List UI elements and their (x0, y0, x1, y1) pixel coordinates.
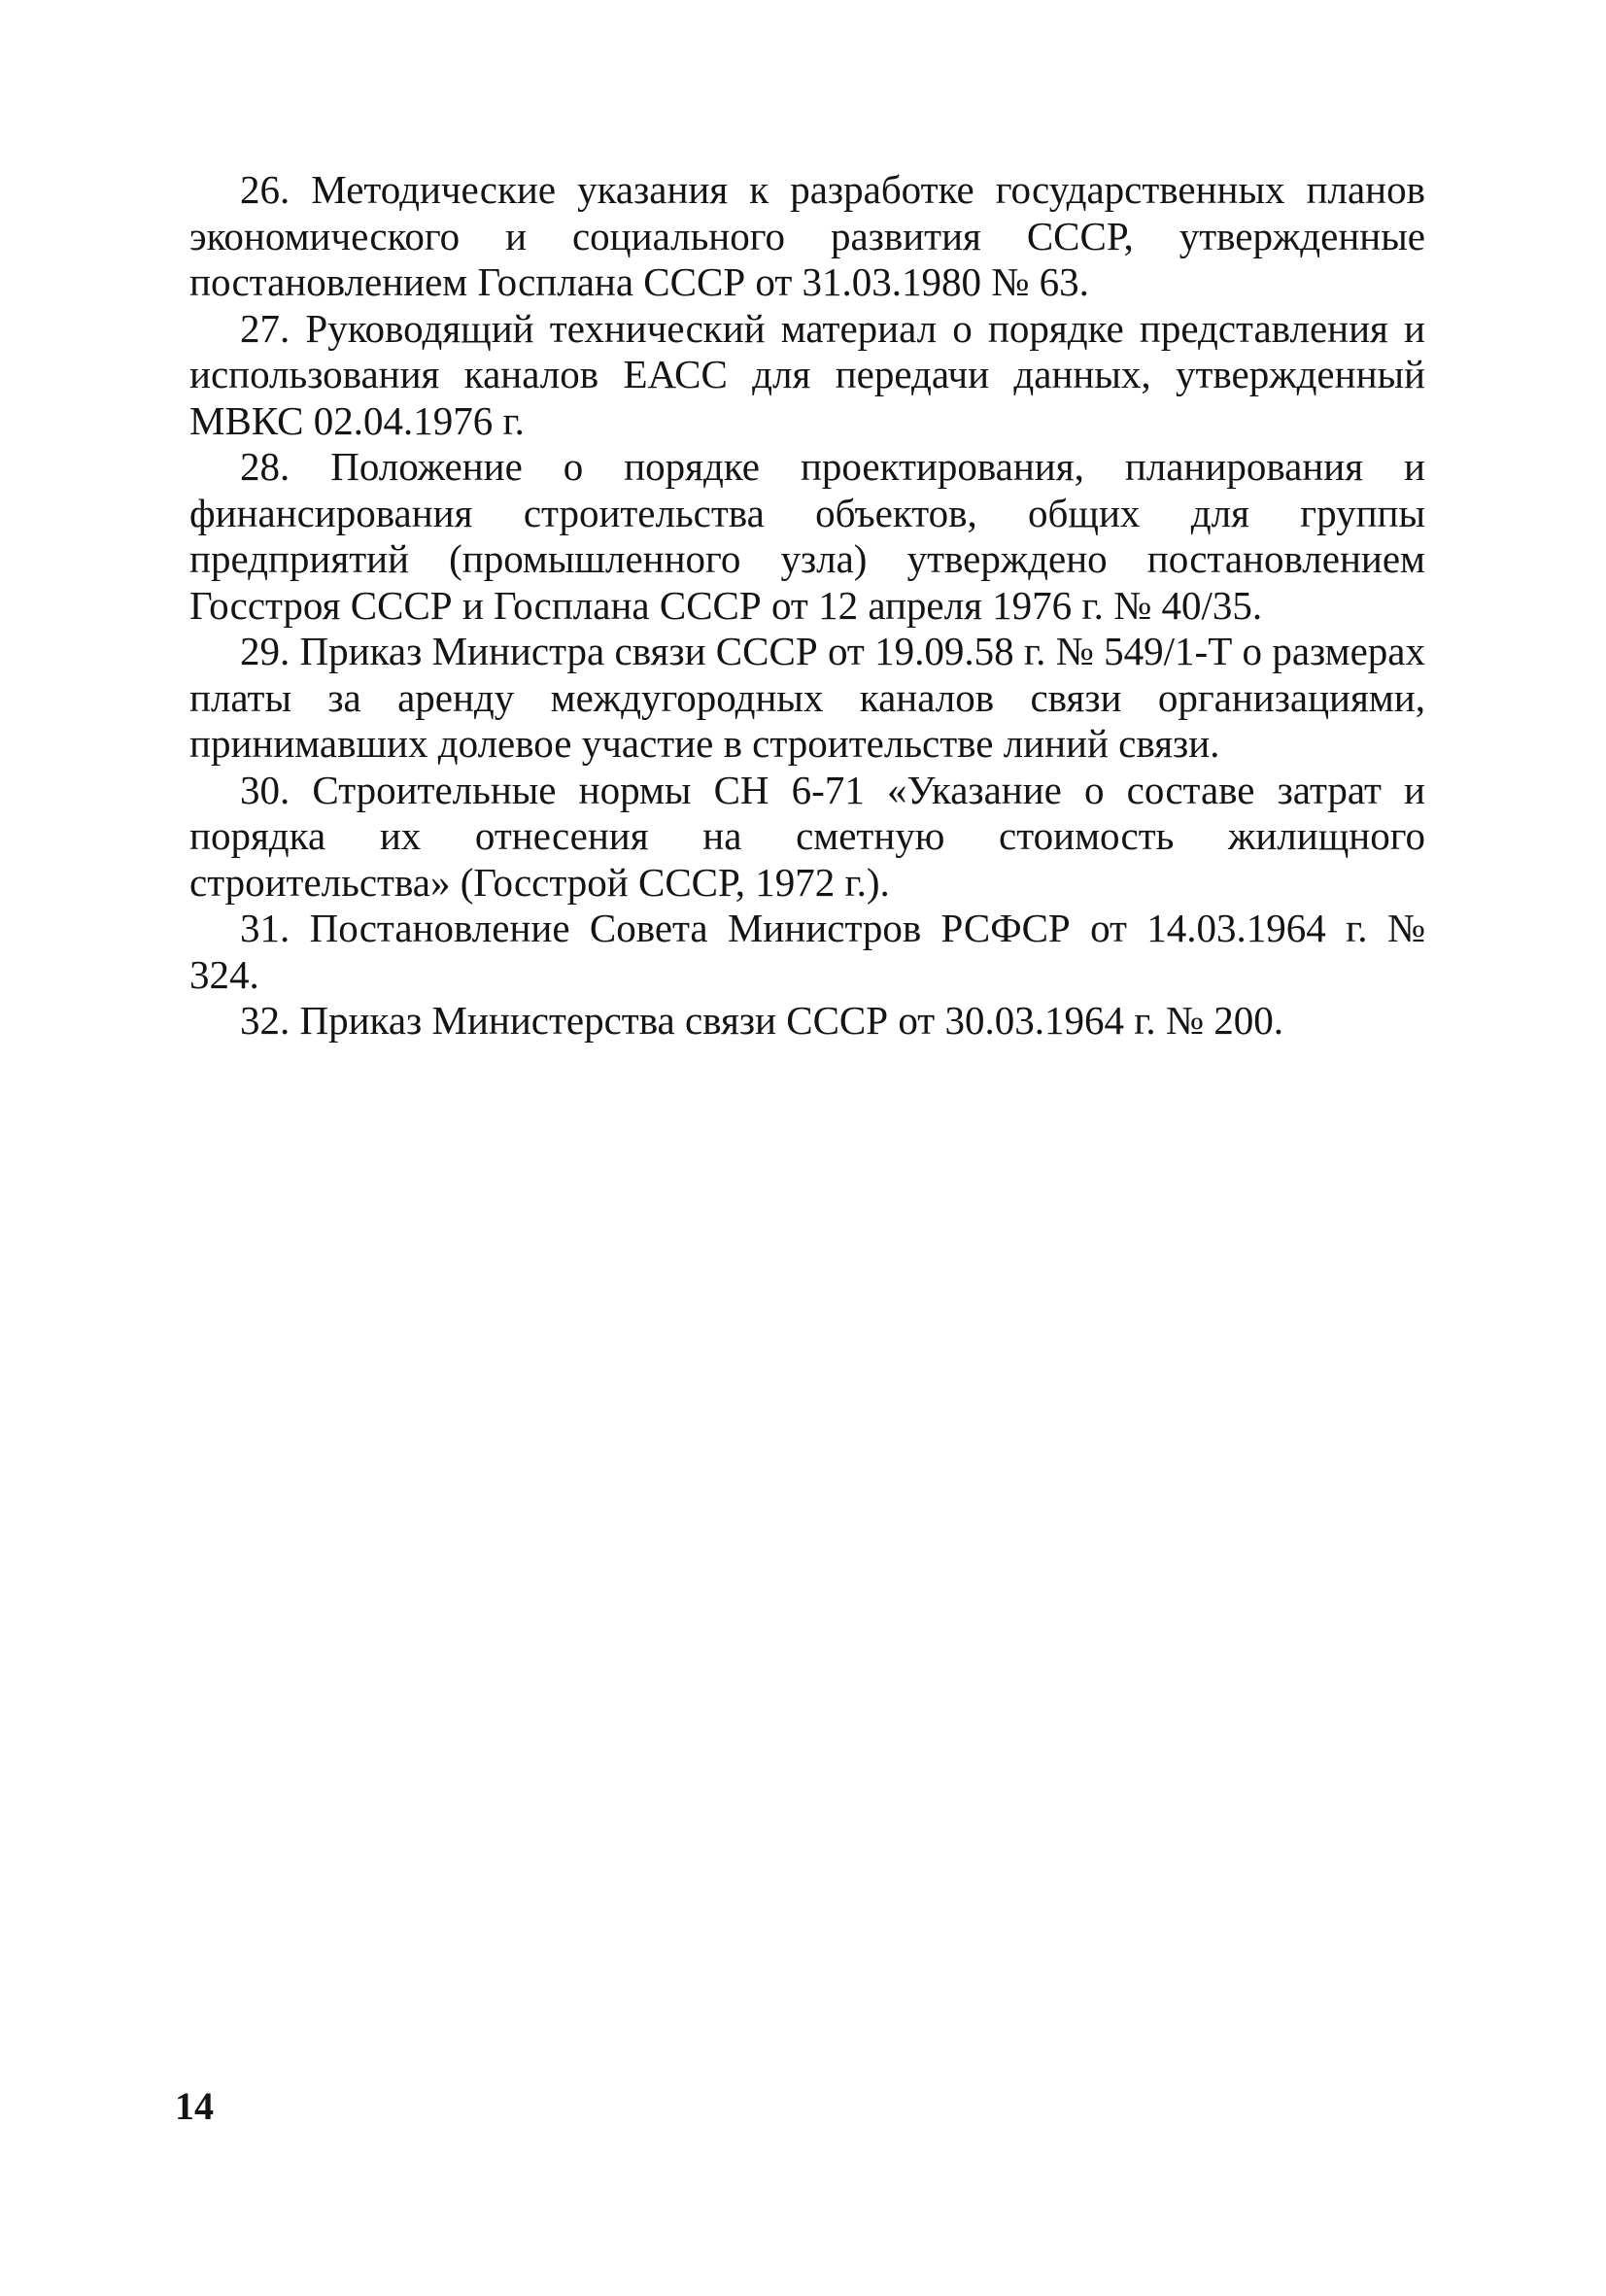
reference-item-32: 32. Приказ Министерства связи СССР от 30.03.1964 г. № 200. (240, 998, 1284, 1043)
reference-item-28: 28. Положение о порядке проектирования, планирования и финансирования строительства объектов, общих для группы предприятий (промышленного узла) утверждено постановлением Госстроя СССР и Госплана СССР от 12 апреля 1976 г. № 40/35. (189, 444, 1425, 628)
reference-item-27: 27. Руководящий технический материал о порядке представления и использования каналов ЕАСС для передачи данных, утвержденный МВКС 02.04.1976 г. (189, 305, 1425, 443)
reference-item-31: 31. Постановление Совета Министров РСФСР от 14.03.1964 г. № 324. (189, 906, 1425, 997)
reference-item-29: 29. Приказ Министра связи СССР от 19.09.58 г. № 549/1-Т о размерах платы за аренду междугородных каналов связи организациями, принимавших долевое участие в строительстве линий связи. (189, 629, 1425, 766)
page-number: 14 (175, 2084, 214, 2128)
reference-list (189, 167, 1425, 1045)
reference-item-30: 30. Строительные нормы СН 6-71 «Указание о составе затрат и порядка их отнесения на сметную стоимость жилищного строительства» (Госстрой СССР, 1972 г.). (189, 767, 1425, 905)
reference-item-26: 26. Методические указания к разработке государственных планов экономического и социального развития СССР, утвержденные постановлением Госплана СССР от 31.03.1980 № 63. (189, 167, 1425, 304)
